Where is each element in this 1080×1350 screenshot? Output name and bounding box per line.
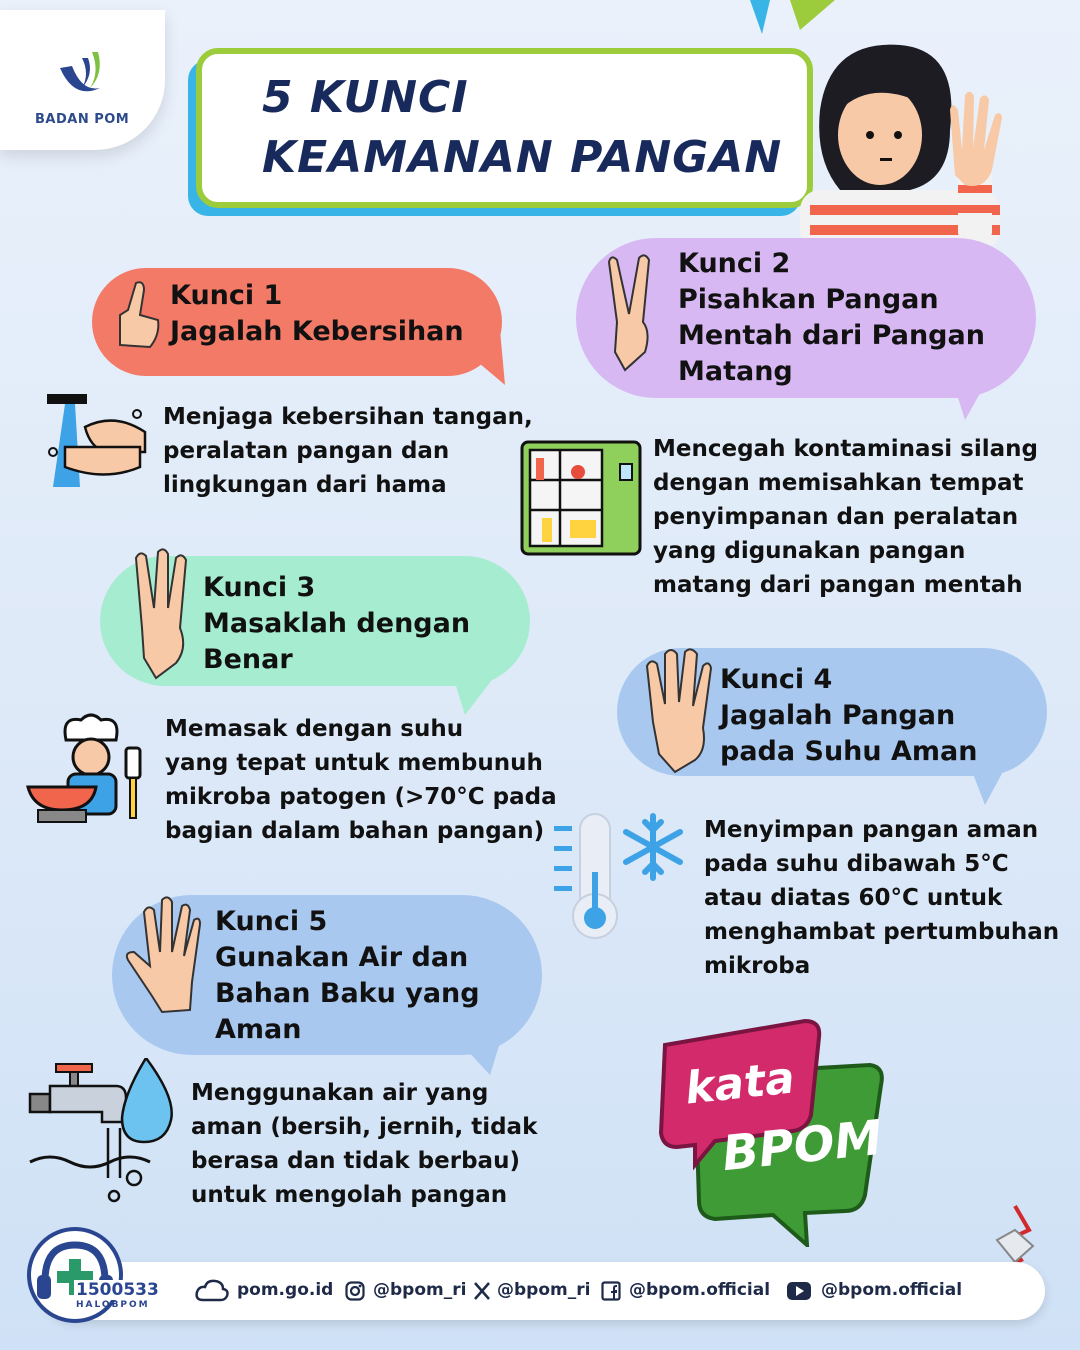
kunci-4-desc: [704, 813, 1059, 983]
kunci-4-desc-line: pada suhu dibawah 5°C: [704, 851, 1009, 877]
kunci-2-title-line: Matang: [678, 356, 793, 387]
facebook-icon: [601, 1281, 621, 1301]
kunci-5-desc-line: berasa dan tidak berbau): [191, 1148, 520, 1174]
kunci-2-desc-line: dengan memisahkan tempat: [653, 470, 1024, 496]
kunci-5-desc-line: untuk mengolah pangan: [191, 1182, 508, 1208]
thumb-hand-icon: [110, 275, 165, 355]
cloud-icon: [195, 1278, 229, 1302]
logo-text: BADAN POM: [35, 112, 130, 127]
kunci-2-desc-line: penyimpanan dan peralatan: [653, 504, 1019, 530]
kunci-4-title-line: pada Suhu Aman: [720, 736, 978, 767]
kunci-3-desc-line: yang tepat untuk membunuh: [165, 750, 543, 776]
handwash-icon: [45, 392, 150, 492]
two-fingers-hand-icon: [605, 252, 660, 372]
logo-card: [0, 10, 165, 150]
website-link[interactable]: pom.go.id: [237, 1280, 334, 1300]
kunci-5-bubble-tail-icon: [430, 1010, 510, 1080]
x-icon: [473, 1281, 491, 1301]
brand-line-1: kata: [682, 1052, 798, 1115]
kunci-5-title-line: Aman: [215, 1014, 302, 1045]
kunci-4-label: Kunci 4: [720, 664, 833, 695]
kunci-1-title: Jagalah Kebersihan: [170, 316, 464, 347]
kunci-5-desc-line: aman (bersih, jernih, tidak: [191, 1114, 538, 1140]
kunci-5-title-line: Gunakan Air dan: [215, 942, 469, 973]
title-box: [196, 48, 813, 208]
kunci-3-bubble-tail-icon: [445, 650, 515, 720]
kunci-3-title-line: Masaklah dengan: [203, 608, 471, 639]
headset-icon: [25, 1225, 125, 1325]
kunci-3-desc: [165, 712, 557, 848]
kunci-4-desc-line: mikroba: [704, 953, 811, 979]
kunci-2-title-line: Mentah dari Pangan: [678, 320, 985, 351]
title-line-1: 5 KUNCI: [262, 72, 469, 123]
footer-bar: [45, 1262, 1045, 1320]
brand-line-2: BPOM: [719, 1109, 885, 1183]
chef-cooking-icon: [26, 712, 148, 826]
kunci-2-label: Kunci 2: [678, 248, 791, 279]
kunci-1-desc-line: lingkungan dari hama: [163, 472, 447, 498]
kunci-2-title-line: Pisahkan Pangan: [678, 284, 939, 315]
kunci-4-desc-line: menghambat pertumbuhan: [704, 919, 1060, 945]
youtube-link[interactable]: @bpom.official: [821, 1280, 963, 1300]
kunci-3-desc-line: Memasak dengan suhu: [165, 716, 464, 742]
x-link[interactable]: @bpom_ri: [497, 1280, 591, 1300]
three-fingers-hand-icon: [132, 548, 190, 680]
kunci-3-label: Kunci 3: [203, 572, 316, 603]
kunci-5-desc-line: Menggunakan air yang: [191, 1080, 489, 1106]
hotline-number[interactable]: 1500533: [76, 1280, 159, 1300]
kunci-2-desc-line: yang digunakan pangan: [653, 538, 966, 564]
kunci-5-title-line: Bahan Baku yang: [215, 978, 480, 1009]
youtube-icon: [787, 1282, 811, 1300]
decor-triangles-icon: [740, 0, 840, 40]
kunci-3-desc-line: bagian dalam bahan pangan): [165, 818, 545, 844]
kunci-2-desc-line: matang dari pangan mentah: [653, 572, 1023, 598]
instagram-icon: [345, 1281, 365, 1301]
four-fingers-hand-icon: [645, 646, 713, 774]
kunci-1-desc: [163, 400, 533, 502]
kunci-5-label: Kunci 5: [215, 906, 328, 937]
kunci-1-desc-line: Menjaga kebersihan tangan,: [163, 404, 533, 430]
kunci-1-label: Kunci 1: [170, 280, 283, 311]
kunci-4-desc-line: atau diatas 60°C untuk: [704, 885, 1003, 911]
badan-pom-logo-icon: [52, 48, 112, 110]
kunci-2-desc-line: Mencegah kontaminasi silang: [653, 436, 1038, 462]
kunci-4-title-line: Jagalah Pangan: [720, 700, 956, 731]
snowflake-icon: [618, 812, 688, 882]
girl-illustration-icon: [800, 40, 1020, 245]
fridge-icon: [520, 440, 642, 558]
faucet-water-icon: [26, 1058, 176, 1204]
kunci-3-title-line: Benar: [203, 644, 293, 675]
kunci-1-desc-line: peralatan pangan dan: [163, 438, 450, 464]
kunci-5-desc: [191, 1076, 537, 1212]
kunci-2-desc: [653, 432, 1038, 602]
kunci-3-desc-line: mikroba patogen (>70°C pada: [165, 784, 557, 810]
five-fingers-hand-icon: [122, 896, 202, 1014]
hotline-sub: HALOBPOM: [76, 1300, 150, 1310]
instagram-link[interactable]: @bpom_ri: [373, 1280, 467, 1300]
facebook-link[interactable]: @bpom.official: [629, 1280, 771, 1300]
title-line-2: KEAMANAN PANGAN: [262, 132, 783, 183]
kunci-4-desc-line: Menyimpan pangan aman: [704, 817, 1039, 843]
